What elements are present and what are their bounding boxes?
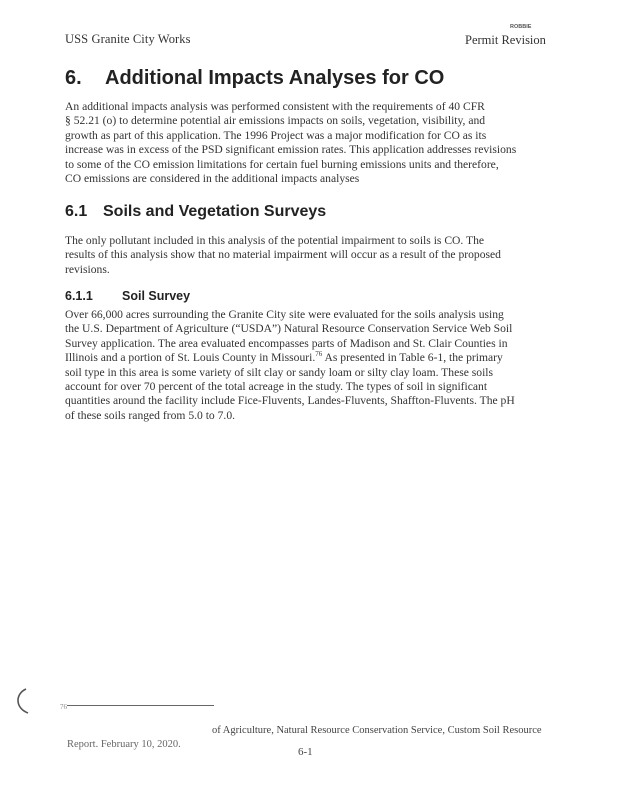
text-line: CO emissions are considered in the additional impacts analyses bbox=[65, 172, 360, 186]
running-header-left: USS Granite City Works bbox=[65, 32, 191, 46]
page-number: 6-1 bbox=[298, 746, 313, 758]
text-line: Over 66,000 acres surrounding the Granite City site were evaluated for the soils analysis using bbox=[65, 308, 504, 321]
text-line: account for over 70 percent of the total acreage in the study. The types of soil in significant bbox=[65, 380, 488, 394]
text-line: growth as part of this application. The 1996 Project was a major modification for CO as its bbox=[65, 128, 487, 142]
text-line: of these soils ranged from 5.0 to 7.0. bbox=[65, 408, 236, 422]
section-title: Additional Impacts Analyses for CO bbox=[105, 67, 445, 89]
section-title: Soils and Vegetation Surveys bbox=[103, 203, 327, 220]
section-6-paragraph bbox=[65, 100, 545, 186]
text-line bbox=[65, 351, 545, 365]
section-number: 6.1.1 bbox=[65, 289, 93, 303]
section-number: 6.1 bbox=[65, 203, 88, 220]
footnote-reference[interactable]: 76 bbox=[315, 350, 323, 359]
text-line: results of this analysis show that no material impairment will occur as a result of the proposed bbox=[65, 248, 501, 262]
text-line: An additional impacts analysis was performed consistent with the requirements of 40 CFR bbox=[65, 100, 485, 113]
text-line: to some of the CO emission limitations for certain fuel burning emissions units and therefore, bbox=[65, 157, 499, 171]
text-line: revisions. bbox=[65, 262, 110, 276]
section-6-1-paragraph bbox=[65, 234, 545, 277]
text-fragment: As presented in Table 6-1, the primary bbox=[322, 351, 503, 365]
text-line: The only pollutant included in this analysis of the potential impairment to soils is CO. The bbox=[65, 234, 485, 247]
footnote-text-continued: Report. February 10, 2020. bbox=[67, 739, 181, 750]
section-6-heading bbox=[65, 67, 444, 90]
section-6-1-heading bbox=[65, 203, 326, 221]
text-line: quantities around the facility include Fice-Fluvents, Landes-Fluvents, Shaffton-Fluvents. The pH bbox=[65, 394, 515, 408]
running-header-right: Permit Revision bbox=[465, 33, 546, 47]
section-title: Soil Survey bbox=[122, 289, 191, 303]
text-line: increase was in excess of the PSD significant emission rates. This application addresses revisions bbox=[65, 143, 517, 157]
section-number: 6. bbox=[65, 67, 82, 89]
text-line: Survey application. The area evaluated encompasses parts of Madison and St. Clair Counties in bbox=[65, 336, 508, 350]
text-line: § 52.21 (o) to determine potential air emissions impacts on soils, vegetation, visibility, and bbox=[65, 114, 486, 128]
section-6-1-1-heading bbox=[65, 289, 190, 303]
text-fragment: Illinois and a portion of St. Louis County in Missouri. bbox=[65, 351, 316, 365]
text-line: soil type in this area is some variety of silt clay or sandy loam or silty clay loam. These soils bbox=[65, 365, 494, 379]
section-6-1-1-paragraph bbox=[65, 308, 545, 423]
footnote-text: of Agriculture, Natural Resource Conservation Service, Custom Soil Resource bbox=[212, 725, 542, 736]
page-stamp: ROBBIE bbox=[510, 24, 532, 30]
scan-artifact-mark bbox=[12, 688, 32, 714]
text-line: the U.S. Department of Agriculture (“USDA”) Natural Resource Conservation Service Web Soil bbox=[65, 322, 513, 336]
footnote-separator bbox=[67, 705, 214, 706]
footnote-mark: 76 bbox=[60, 703, 67, 711]
